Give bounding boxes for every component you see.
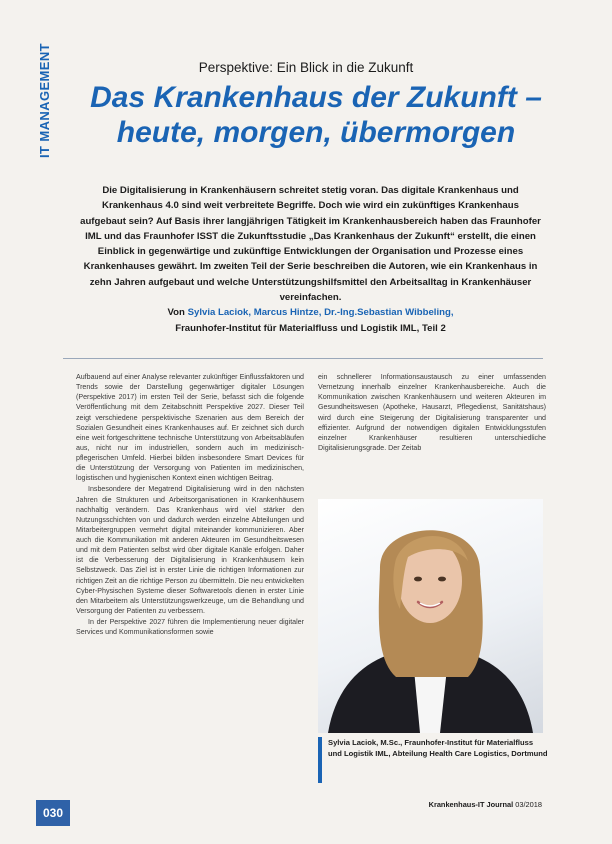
headline-line-2: heute, morgen, übermorgen — [116, 116, 516, 149]
body-paragraph: Insbesondere der Megatrend Digitalisierung wird in den nächsten Jahren die Strukturen und Arbeitsorganisationen in Krankenhäusern nachhaltig verändern. Das Krankenhaus wird viel stärker den Nutzungsschichten von und dadurch werden einzelne Abteilungen und Mitarbeitergruppen vermehrt digital miteinander kommunizieren. Aber auch die Kommunikation mit anderen Akteuren im Gesundheitswesen und mit dem Patienten selbst wird über digitale Kanäle erfolgen. Daher ist die Verbesserung der Digitalisierung in Krankenhäusern kein Selbstzweck. Das Ziel ist in erster Linie die richtigen Informationen zur richtigen Zeit an die richtige Person zu übermitteln. Die neu entwickelten Cyber-Physischen Systeme dieser Softwaretools dienen in erster Linie den Mitarbeitern als Unterstützungswerkzeuge, um die Behandlung und Versorgung der Patienten zu verbessern. — [76, 485, 304, 615]
photo-caption: Sylvia Laciok, M.Sc., Fraunhofer-Institut für Materialfluss und Logistik IML, Abteilung Health Care Logistics, Dortmund — [328, 738, 548, 759]
byline-institute: Fraunhofer-Institut für Materialfluss und Logistik IML, Teil 2 — [175, 322, 446, 334]
journal-footer — [429, 800, 542, 809]
article-kicker: Perspektive: Ein Blick in die Zukunft — [198, 60, 414, 75]
headline-line-1: Das Krankenhaus der Zukunft – — [90, 81, 542, 114]
body-column-left — [76, 372, 304, 792]
portrait-illustration — [318, 499, 543, 733]
body-paragraph: ein schnellerer Informationsaustausch zu einer umfassenden Vernetzung innerhalb einzelner Krankenhausbereiche. Auch die Kommunikation zwischen Krankenhäusern und weiteren Akteuren im Gesundheitswesen (Apotheke, Hausarzt, Pflegedienst, Sanitätshaus) wird durch eine Steigerung der Digitalisierung transparenter und effizienter. Aufgrund der notwendigen digitalen Entwicklungsstufen einzelner Krankenhäuser resultieren unterschiedliche Digitalisierungsgrade. Der Zeitab — [318, 373, 546, 452]
article-headline — [60, 80, 572, 150]
body-column-right — [318, 372, 546, 490]
page-number: 030 — [36, 800, 70, 826]
journal-issue: 03/2018 — [515, 800, 542, 809]
byline-prefix: Von — [167, 307, 185, 319]
author-portrait — [318, 499, 543, 733]
caption-accent-bar — [318, 737, 322, 783]
body-paragraph: In der Perspektive 2027 führen die Implementierung neuer digitaler Services und Kommunikationsformen sowie — [76, 618, 304, 637]
section-label — [33, 30, 55, 170]
journal-name: Krankenhaus-IT Journal — [428, 800, 514, 809]
body-paragraph: Aufbauend auf einer Analyse relevanter zukünftiger Einflussfaktoren und Trends sowie der Darstellung gegenwärtiger digitaler Lösungen (Perspektive 2017) im ersten Teil der Serie, befasst sich die folgende Veröffentlichung mit dem Zeitabschnitt Perspektive 2027. Dieser Teil zeigt verschiedene perspektivische Szenarien aus dem Bereich der Sozialen Gesundheit eines Krankenhauses auf. Er zeichnet sich durch eine weit fortgeschrittene technische Unterstützung von Arbeitsabläufen aus, nicht nur im industriellen, sondern auch im medizinisch-pflegerischen Umfeld. Hierbei bilden insbesondere Smart Devices für die Unterstützung der Versorgung von Patienten im medizinischen, logistischen und hygienischen Kontext einen wichtigen Beitrag. — [76, 373, 304, 483]
lead-text: Die Digitalisierung in Krankenhäusern schreitet stetig voran. Das digitale Krankenhaus und Krankenhaus 4.0 sind weit verbreitete Begriffe. Doch wie wird ein zukünftiges Krankenhaus aufgebaut sein? Auf Basis ihrer langjährigen Tätigkeit im Krankenhausbereich haben das Fraunhofer IML und das Fraunhofer ISST die Zukunftsstudie „Das Krankenhaus der Zukunft“ erstellt, die einen Einblick in gegenwärtige und zukünftige Entwicklungen der Organisation und Prozesse eines Krankenhauses gewährt. Im zweiten Teil der Serie beschreiben die Autoren, wie ein Krankenhaus in zehn Jahren aufgebaut und welche Unterstützungshilfsmittel den Arbeitsalltag in Krankenhäuser vereinfachen. — [80, 185, 541, 304]
section-label-text: IT MANAGEMENT — [36, 42, 52, 158]
byline-authors: Sylvia Laciok, Marcus Hintze, Dr.-Ing.Sebastian Wibbeling, — [187, 307, 454, 319]
lead-divider — [63, 358, 543, 359]
article-lead — [78, 183, 543, 336]
